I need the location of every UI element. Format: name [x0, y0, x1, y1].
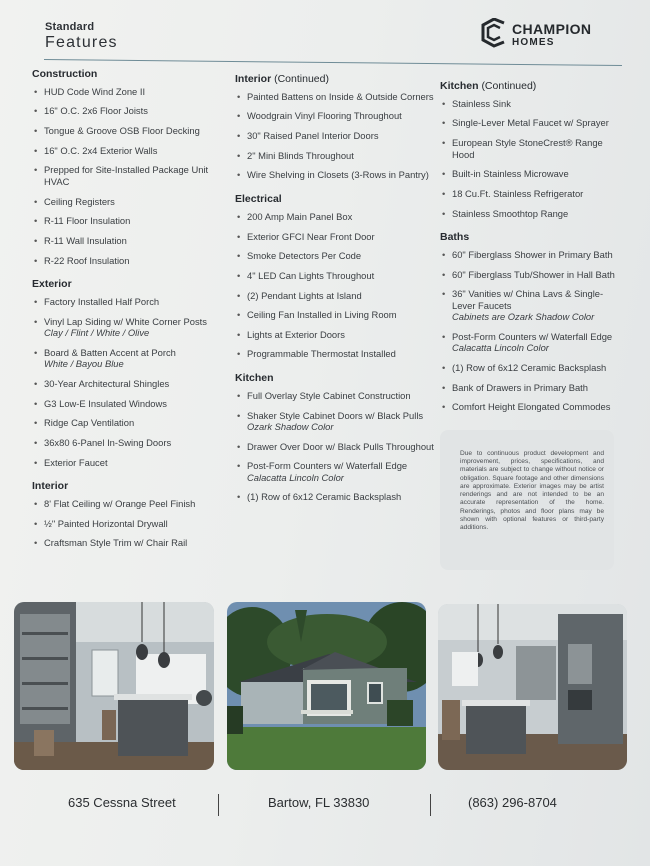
- feature-item: [235, 270, 435, 281]
- champion-homes-logo: [480, 18, 630, 52]
- feature-item-subtext: Ozark Shadow Color: [247, 421, 334, 433]
- disclaimer-box: [440, 430, 614, 570]
- feature-item-text: Post-Form Counters w/ Waterfall Edge: [247, 460, 408, 472]
- section-title-construction: Construction: [32, 68, 98, 80]
- feature-item-text: Wire Shelving in Closets (3-Rows in Pantry): [247, 169, 429, 181]
- section-title-exterior: Exterior: [32, 278, 72, 291]
- footer-phone[interactable]: (863) 296-8704: [468, 795, 557, 810]
- feature-item-subtext: Clay / Flint / White / Olive: [44, 327, 150, 339]
- feature-item: [32, 417, 227, 428]
- feature-item-text: Smoke Detectors Per Code: [247, 250, 362, 262]
- feature-item-text: European Style StoneCrest® Range Hood: [452, 137, 603, 160]
- feature-item-text: Vinyl Lap Siding w/ White Corner Posts: [44, 315, 207, 327]
- kitchen-cont-label: Kitchen: [440, 80, 479, 92]
- feature-item-text: 16" O.C. 2x4 Exterior Walls: [44, 144, 158, 156]
- interior-cont-label: Interior: [235, 73, 272, 85]
- feature-item: [32, 125, 227, 136]
- feature-item: [235, 441, 435, 452]
- feature-item: [235, 250, 435, 261]
- feature-item-text: Factory Installed Half Porch: [44, 295, 160, 307]
- list-construction: [32, 86, 227, 266]
- feature-item-text: 36x80 6-Panel In-Swing Doors: [44, 436, 172, 448]
- feature-item-text: 2" Mini Blinds Throughout: [247, 149, 354, 161]
- feature-item-text: 200 Amp Main Panel Box: [247, 210, 353, 222]
- feature-item-text: 60" Fiberglass Tub/Shower in Hall Bath: [452, 268, 615, 280]
- feature-item: [32, 457, 227, 468]
- feature-item-text: Ceiling Fan Installed in Living Room: [247, 309, 397, 321]
- feature-item: [440, 208, 625, 219]
- feature-item-text: Shaker Style Cabinet Doors w/ Black Pulls: [247, 409, 424, 421]
- section-title-baths: Baths: [440, 231, 470, 244]
- feature-item-text: 16" O.C. 2x6 Floor Joists: [44, 105, 148, 117]
- feature-item-text: Bank of Drawers in Primary Bath: [452, 381, 588, 393]
- header-standard: Standard: [45, 21, 95, 33]
- column-1: [32, 68, 227, 557]
- footer-city: Bartow, FL 33830: [268, 795, 370, 810]
- feature-item: [440, 188, 625, 199]
- feature-item: [235, 150, 435, 161]
- feature-item: [235, 211, 435, 222]
- list-interior: [32, 498, 227, 549]
- feature-item: [32, 105, 227, 116]
- feature-item-text: Stainless Smoothtop Range: [452, 207, 569, 219]
- footer-separator-1: [218, 794, 219, 816]
- feature-item-text: 60" Fiberglass Shower in Primary Bath: [452, 249, 613, 260]
- feature-item: [440, 288, 625, 322]
- feature-item-text: ½" Painted Horizontal Drywall: [44, 517, 168, 529]
- feature-item-text: R-22 Roof Insulation: [44, 254, 130, 266]
- exterior-house-image: [227, 602, 426, 770]
- photo-interior-living: [14, 602, 214, 770]
- feature-item-text: Ridge Cap Ventilation: [44, 417, 135, 429]
- footer-separator-2: [430, 794, 431, 816]
- feature-item: [32, 255, 227, 266]
- column-2: [235, 73, 435, 511]
- feature-item: [235, 169, 435, 180]
- kitchen-cont-suffix: (Continued): [481, 80, 537, 92]
- feature-item: [32, 145, 227, 156]
- feature-item: [235, 410, 435, 433]
- feature-item-text: (1) Row of 6x12 Ceramic Backsplash: [247, 491, 402, 503]
- list-baths: [440, 249, 625, 413]
- section-title-interior-continued: [235, 73, 435, 86]
- feature-item: [235, 309, 435, 320]
- feature-item-subtext: Cabinets are Ozark Shadow Color: [452, 311, 595, 323]
- feature-item: [235, 460, 435, 483]
- disclaimer-text: Due to continuous product development and improvement, prices, specifications, and materials are subject to change without notice or obligation. Square footage and other dimensions are approximate. Exterior images may be artist renderings and are not intended to be an accurate representation of the home. Renderings, photos and floor plans may be shown with optional features or third-party additions.: [460, 450, 604, 532]
- photo-exterior-rendering: [227, 602, 426, 770]
- feature-item-text: Programmable Thermostat Installed: [247, 348, 396, 360]
- feature-item-text: Lights at Exterior Doors: [247, 328, 345, 340]
- feature-item-text: HUD Code Wind Zone II: [44, 85, 146, 97]
- feature-item-text: Board & Batten Accent at Porch: [44, 346, 176, 358]
- feature-item: [235, 130, 435, 141]
- feature-item: [440, 98, 625, 109]
- champion-c-icon: [480, 18, 508, 48]
- feature-item: [235, 231, 435, 242]
- feature-item: [32, 398, 227, 409]
- feature-item-text: Drawer Over Door w/ Black Pulls Throughout: [247, 440, 434, 452]
- feature-item: [440, 269, 625, 280]
- feature-item: [32, 537, 227, 548]
- logo-line1: CHAMPION: [512, 21, 592, 37]
- photo-interior-kitchen: [438, 604, 627, 770]
- feature-item-text: Woodgrain Vinyl Flooring Throughout: [247, 110, 402, 122]
- feature-item: [440, 362, 625, 373]
- feature-item-text: 18 Cu.Ft. Stainless Refrigerator: [452, 187, 584, 199]
- feature-item-text: Single-Lever Metal Faucet w/ Sprayer: [452, 117, 609, 129]
- feature-item: [440, 168, 625, 179]
- feature-item: [32, 86, 227, 97]
- feature-item: [32, 437, 227, 448]
- feature-item: [32, 215, 227, 226]
- feature-item: [440, 117, 625, 128]
- feature-item: [235, 290, 435, 301]
- feature-item-text: Post-Form Counters w/ Waterfall Edge: [452, 330, 613, 342]
- feature-item: [440, 331, 625, 354]
- feature-item: [32, 316, 227, 339]
- feature-item-text: 36" Vanities w/ China Lavs & Single-Lever Faucets: [452, 288, 604, 311]
- feature-item-text: Tongue & Groove OSB Floor Decking: [44, 125, 200, 137]
- feature-item-text: 30" Raised Panel Interior Doors: [247, 130, 379, 142]
- feature-item-subtext: White / Bayou Blue: [44, 358, 124, 370]
- feature-item: [440, 401, 625, 412]
- feature-item: [235, 348, 435, 359]
- feature-item: [235, 329, 435, 340]
- feature-item: [32, 296, 227, 307]
- list-kitchen: [235, 390, 435, 503]
- interior-cont-suffix: (Continued): [274, 73, 329, 85]
- feature-item-text: Exterior GFCI Near Front Door: [247, 230, 375, 242]
- feature-item-text: 30-Year Architectural Shingles: [44, 377, 170, 389]
- list-kitchen-continued: [440, 98, 625, 219]
- feature-item-subtext: Calacatta Lincoln Color: [247, 471, 344, 483]
- feature-item: [32, 235, 227, 246]
- section-title-electrical: Electrical: [235, 193, 282, 206]
- feature-item: [440, 137, 625, 160]
- feature-item-text: Prepped for Site-Installed Package Unit HVAC: [44, 164, 209, 187]
- feature-item: [32, 378, 227, 389]
- feature-item-text: Craftsman Style Trim w/ Chair Rail: [44, 537, 188, 549]
- interior-living-image: [14, 602, 214, 770]
- feature-item: [235, 91, 435, 102]
- logo-line2: HOMES: [512, 37, 555, 48]
- feature-item: [235, 491, 435, 502]
- feature-item-text: (1) Row of 6x12 Ceramic Backsplash: [452, 362, 607, 374]
- feature-item: [32, 498, 227, 509]
- feature-item-subtext: Calacatta Lincoln Color: [452, 342, 549, 354]
- feature-item: [32, 164, 227, 187]
- feature-item-text: R-11 Floor Insulation: [44, 215, 131, 227]
- section-title-kitchen-continued: [440, 80, 625, 93]
- feature-item: [235, 390, 435, 401]
- header-rule: [44, 59, 622, 66]
- feature-item: [32, 196, 227, 207]
- feature-item-text: (2) Pendant Lights at Island: [247, 289, 362, 301]
- feature-item-text: Stainless Sink: [452, 97, 511, 109]
- feature-item-text: Ceiling Registers: [44, 195, 115, 207]
- feature-item-text: Painted Battens on Inside & Outside Corners: [247, 90, 434, 102]
- feature-item: [440, 249, 625, 260]
- feature-item-text: Exterior Faucet: [44, 456, 108, 468]
- feature-item-text: R-11 Wall Insulation: [44, 234, 127, 246]
- interior-kitchen-image: [438, 604, 627, 770]
- list-interior-continued: [235, 91, 435, 181]
- feature-item-text: Built-in Stainless Microwave: [452, 168, 569, 180]
- feature-item-text: G3 Low-E Insulated Windows: [44, 397, 167, 409]
- list-electrical: [235, 211, 435, 360]
- section-title-interior: Interior: [32, 480, 69, 493]
- list-exterior: [32, 296, 227, 468]
- feature-item-text: Comfort Height Elongated Commodes: [452, 401, 611, 413]
- feature-item: [32, 347, 227, 370]
- feature-item: [32, 518, 227, 529]
- feature-item-text: 4" LED Can Lights Throughout: [247, 269, 375, 281]
- column-3: [440, 80, 625, 421]
- footer-address: 635 Cessna Street: [68, 795, 176, 810]
- feature-item-text: 8' Flat Ceiling w/ Orange Peel Finish: [44, 497, 196, 509]
- feature-item: [440, 382, 625, 393]
- feature-item-text: Full Overlay Style Cabinet Construction: [247, 389, 411, 401]
- header-features: Features: [45, 34, 118, 51]
- section-title-kitchen: Kitchen: [235, 372, 274, 385]
- feature-item: [235, 110, 435, 121]
